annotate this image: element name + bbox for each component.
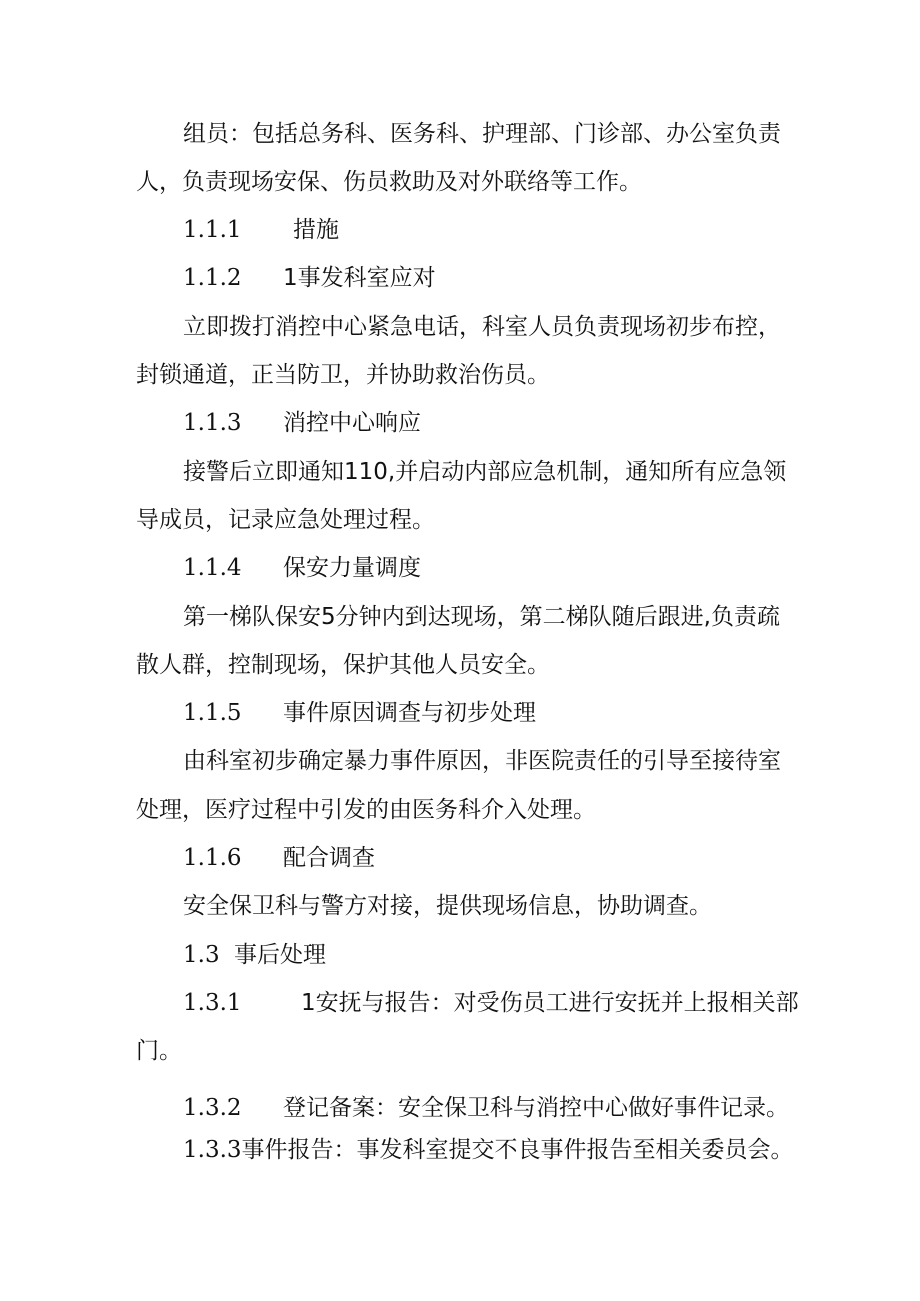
heading-1-1-3 <box>183 408 421 438</box>
paragraph-1-3-1-continuation: 门。 <box>136 1038 182 1064</box>
section-title: 事件原因调查与初步处理 <box>283 700 536 726</box>
section-title: 事件报告：事发科室提交不良事件报告至相关委员会。 <box>241 1137 794 1163</box>
heading-1-1-1 <box>183 215 339 245</box>
heading-1-1-2 <box>183 263 436 293</box>
section-number: 1.1.2 <box>183 265 242 291</box>
heading-1-3-1 <box>183 988 799 1018</box>
paragraph-control-center-line-2: 导成员，记录应急处理过程。 <box>136 507 435 533</box>
section-number: 1.1.4 <box>183 555 242 581</box>
heading-1-3-2 <box>183 1093 789 1123</box>
paragraph-members-line-1: 组员：包括总务科、医务科、护理部、门诊部、办公室负责 <box>183 121 781 147</box>
section-title: 保安力量调度 <box>283 555 421 581</box>
section-title: 措施 <box>293 217 339 243</box>
paragraph-department-response-line-2: 封锁通道，正当防卫，并协助救治伤员。 <box>136 362 550 388</box>
paragraph-department-response-line-1: 立即拨打消控中心紧急电话，科室人员负责现场初步布控， <box>183 314 781 340</box>
section-number: 1.3.1 <box>183 990 242 1016</box>
section-number: 1.1.5 <box>183 700 242 726</box>
section-number: 1.3.3 <box>183 1137 242 1163</box>
section-title: 1安抚与报告：对受伤员工进行安抚并上报相关部 <box>301 990 799 1016</box>
section-title: 登记备案：安全保卫科与消控中心做好事件记录。 <box>283 1095 789 1121</box>
paragraph-cause-investigation-line-1: 由科室初步确定暴力事件原因，非医院责任的引导至接待室 <box>183 748 781 774</box>
paragraph-members-line-2: 人，负责现场安保、伤员救助及对外联络等工作。 <box>136 169 642 195</box>
section-number: 1.3 <box>183 942 220 968</box>
paragraph-control-center-line-1: 接警后立即通知110,并启动内部应急机制，通知所有应急领 <box>183 459 787 485</box>
section-number: 1.1.3 <box>183 410 242 436</box>
heading-1-1-6 <box>183 843 375 873</box>
heading-1-3 <box>183 940 326 970</box>
paragraph-cooperate-investigation: 安全保卫科与警方对接，提供现场信息，协助调查。 <box>183 893 712 919</box>
section-title: 1事发科室应对 <box>283 265 436 291</box>
heading-1-1-4 <box>183 553 421 583</box>
heading-1-3-3 <box>183 1135 794 1165</box>
paragraph-security-dispatch-line-1: 第一梯队保安5分钟内到达现场，第二梯队随后跟进,负责疏 <box>183 604 780 630</box>
section-title: 事后处理 <box>234 942 326 968</box>
paragraph-cause-investigation-line-2: 处理，医疗过程中引发的由医务科介入处理。 <box>136 797 596 823</box>
section-number: 1.3.2 <box>183 1095 242 1121</box>
section-title: 配合调查 <box>283 845 375 871</box>
section-number: 1.1.6 <box>183 845 242 871</box>
section-title: 消控中心响应 <box>283 410 421 436</box>
paragraph-security-dispatch-line-2: 散人群，控制现场，保护其他人员安全。 <box>136 652 550 678</box>
heading-1-1-5 <box>183 698 536 728</box>
section-number: 1.1.1 <box>183 217 242 243</box>
